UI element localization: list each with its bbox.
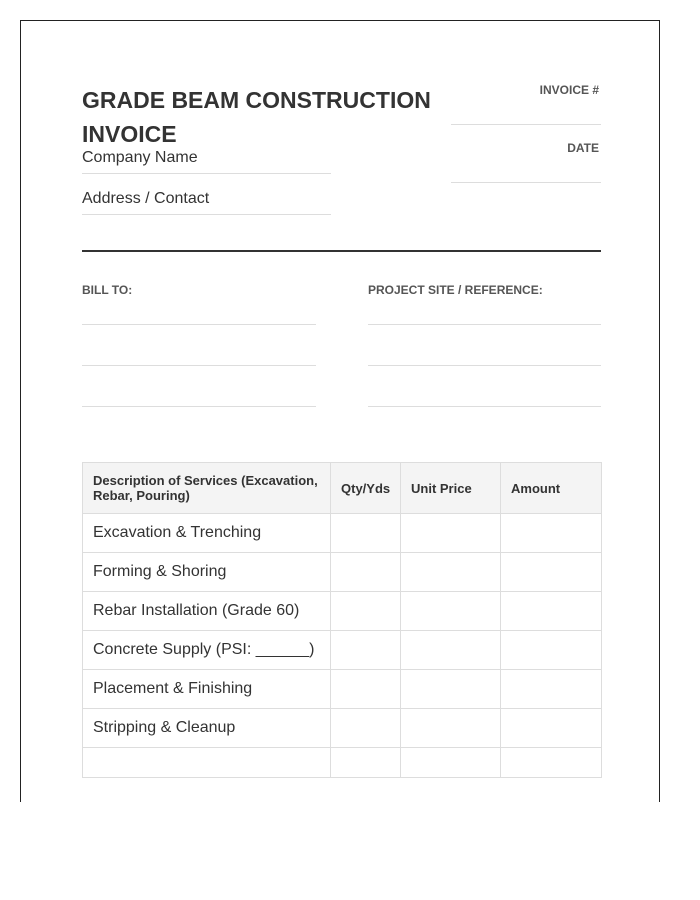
table-header-row — [83, 463, 602, 514]
address-contact-field[interactable] — [82, 184, 331, 215]
table-row — [83, 553, 602, 592]
amount-cell[interactable] — [501, 670, 602, 709]
amount-cell[interactable] — [501, 514, 602, 553]
column-header-qty: Qty/Yds — [331, 463, 401, 514]
project-site-line-2[interactable] — [368, 365, 601, 366]
services-table — [82, 462, 602, 778]
qty-cell[interactable] — [331, 748, 401, 778]
project-site-line-3[interactable] — [368, 406, 601, 407]
invoice-page — [20, 20, 660, 802]
company-name-text: Company Name — [82, 149, 198, 166]
table-row — [83, 709, 602, 748]
amount-cell[interactable] — [501, 748, 602, 778]
company-name-field[interactable] — [82, 143, 331, 174]
description-cell[interactable]: Forming & Shoring — [83, 553, 331, 592]
table-row — [83, 631, 602, 670]
header-divider — [82, 250, 601, 252]
table-row — [83, 592, 602, 631]
date-field[interactable] — [451, 182, 601, 183]
qty-cell[interactable] — [331, 670, 401, 709]
description-cell[interactable]: Stripping & Cleanup — [83, 709, 331, 748]
qty-cell[interactable] — [331, 631, 401, 670]
invoice-number-label: INVOICE # — [539, 83, 599, 97]
amount-cell[interactable] — [501, 592, 602, 631]
description-cell[interactable]: Excavation & Trenching — [83, 514, 331, 553]
unit-price-cell[interactable] — [401, 709, 501, 748]
unit-price-cell[interactable] — [401, 748, 501, 778]
bill-to-label: BILL TO: — [82, 283, 133, 297]
amount-cell[interactable] — [501, 709, 602, 748]
amount-cell[interactable] — [501, 553, 602, 592]
project-site-line-1[interactable] — [368, 324, 601, 325]
qty-cell[interactable] — [331, 514, 401, 553]
table-row — [83, 514, 602, 553]
unit-price-cell[interactable] — [401, 514, 501, 553]
amount-cell[interactable] — [501, 631, 602, 670]
date-label: DATE — [567, 141, 599, 155]
column-header-unit-price: Unit Price — [401, 463, 501, 514]
column-header-amount: Amount — [501, 463, 602, 514]
invoice-number-field[interactable] — [451, 124, 601, 125]
unit-price-cell[interactable] — [401, 670, 501, 709]
bill-to-line-3[interactable] — [82, 406, 316, 407]
description-cell[interactable]: Placement & Finishing — [83, 670, 331, 709]
description-cell[interactable]: Concrete Supply (PSI: ______) — [83, 631, 331, 670]
bill-to-line-1[interactable] — [82, 324, 316, 325]
project-site-label: PROJECT SITE / REFERENCE: — [368, 283, 543, 297]
address-contact-text: Address / Contact — [82, 190, 210, 207]
unit-price-cell[interactable] — [401, 592, 501, 631]
description-cell[interactable]: Rebar Installation (Grade 60) — [83, 592, 331, 631]
unit-price-cell[interactable] — [401, 631, 501, 670]
invoice-title: GRADE BEAM CONSTRUCTION INVOICE — [82, 87, 431, 147]
qty-cell[interactable] — [331, 592, 401, 631]
bill-to-line-2[interactable] — [82, 365, 316, 366]
qty-cell[interactable] — [331, 553, 401, 592]
qty-cell[interactable] — [331, 709, 401, 748]
table-row — [83, 670, 602, 709]
unit-price-cell[interactable] — [401, 553, 501, 592]
description-cell[interactable] — [83, 748, 331, 778]
column-header-description: Description of Services (Excavation, Rebar, Pouring) — [83, 463, 331, 514]
table-row — [83, 748, 602, 778]
